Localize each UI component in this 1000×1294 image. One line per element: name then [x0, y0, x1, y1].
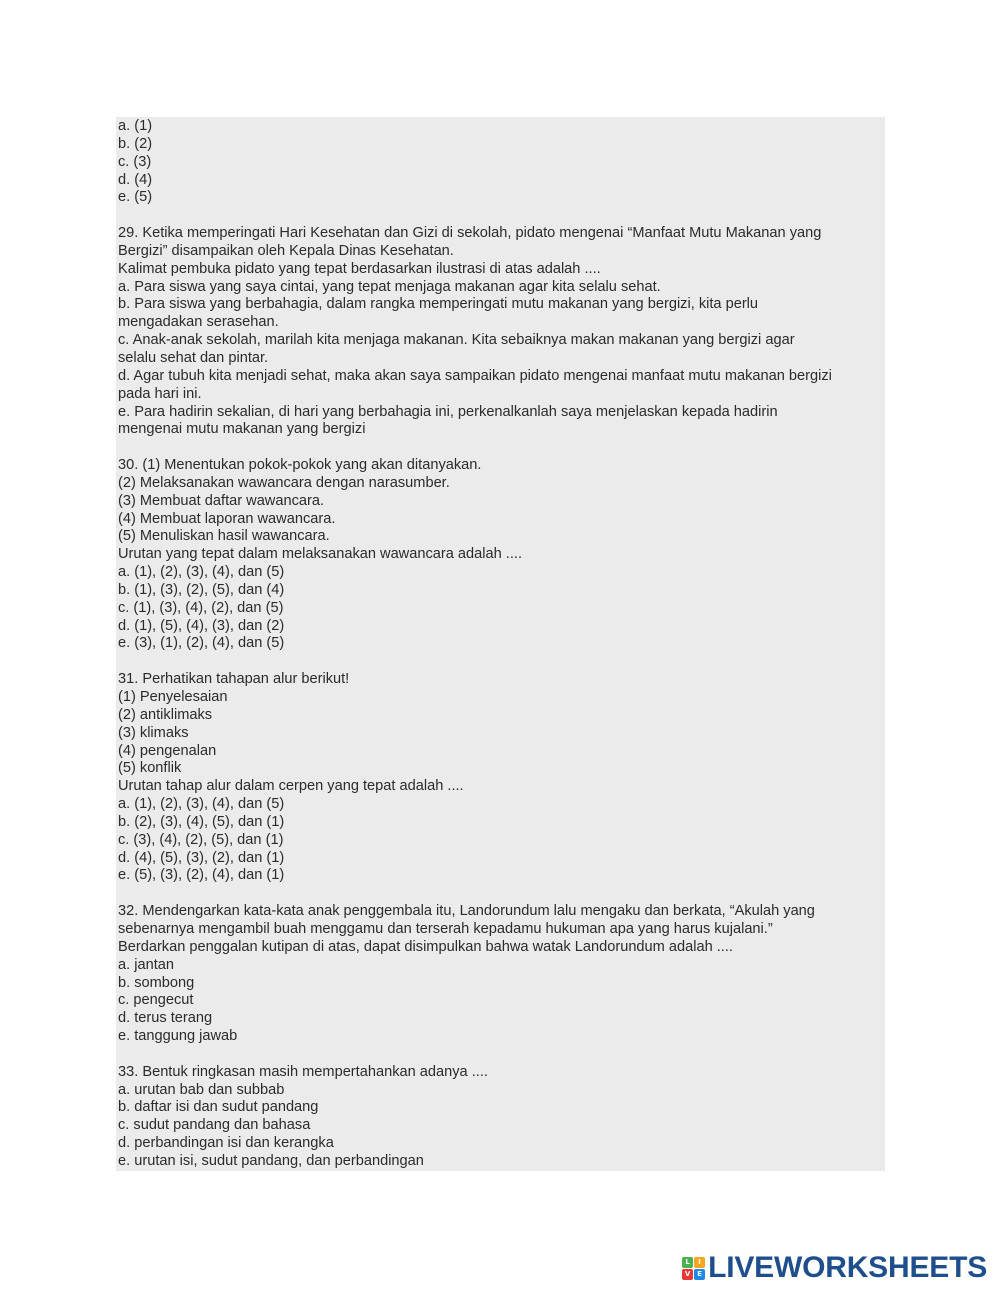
logo-tile: V	[682, 1269, 693, 1280]
option-line: b. daftar isi dan sudut pandang	[118, 1099, 319, 1116]
logo-tile: I	[694, 1257, 705, 1268]
logo-tile: E	[694, 1269, 705, 1280]
option-line: b. (1), (3), (2), (5), dan (4)	[118, 581, 285, 598]
option-line: d. terus terang	[118, 1010, 213, 1027]
question-stem-line: (5) konflik	[118, 760, 182, 777]
option-line: mengadakan serasehan.	[118, 314, 279, 331]
option-line: c. sudut pandang dan bahasa	[118, 1117, 311, 1134]
option-line: c. pengecut	[118, 992, 194, 1009]
question-stem-line: (4) pengenalan	[118, 742, 217, 759]
option-line: a. Para siswa yang saya cintai, yang tepat menjaga makanan agar kita selalu sehat.	[118, 278, 661, 295]
question-stem-line: Kalimat pembuka pidato yang tepat berdasarkan ilustrasi di atas adalah ....	[118, 260, 601, 277]
option-line: b. (2)	[118, 135, 153, 152]
worksheet-content	[116, 117, 885, 1171]
question-stem-line: (2) antiklimaks	[118, 706, 213, 723]
option-line: b. (2), (3), (4), (5), dan (1)	[118, 813, 285, 830]
option-line: e. (3), (1), (2), (4), dan (5)	[118, 635, 285, 652]
question-stem-line: 32. Mendengarkan kata-kata anak penggembala itu, Landorundum lalu mengaku dan berkata, “Akulah yang	[118, 903, 815, 920]
option-line: mengenai mutu makanan yang bergizi	[118, 421, 366, 438]
spacer	[118, 653, 885, 671]
option-line: d. (4), (5), (3), (2), dan (1)	[118, 849, 285, 866]
question-stem-line: (2) Melaksanakan wawancara dengan narasumber.	[118, 474, 450, 491]
question-stem-line: (3) klimaks	[118, 724, 189, 741]
brand-name: LIVEWORKSHEETS	[708, 1251, 987, 1284]
option-line: c. (1), (3), (4), (2), dan (5)	[118, 599, 284, 616]
option-line: c. Anak-anak sekolah, marilah kita menjaga makanan. Kita sebaiknya makan makanan yang bergizi agar	[118, 332, 795, 349]
question-stem-line: 33. Bentuk ringkasan masih mempertahankan adanya ....	[118, 1063, 488, 1080]
question-stem-line: (3) Membuat daftar wawancara.	[118, 492, 325, 509]
question-stem-line: Berdarkan penggalan kutipan di atas, dapat disimpulkan bahwa watak Landorundum adalah ....	[118, 938, 733, 955]
option-line: e. (5)	[118, 189, 153, 206]
option-line: e. urutan isi, sudut pandang, dan perbandingan	[118, 1152, 424, 1169]
option-line: e. Para hadirin sekalian, di hari yang berbahagia ini, perkenalkanlah saya menjelaskan kepada hadirin	[118, 403, 778, 420]
question-stem-line: 29. Ketika memperingati Hari Kesehatan dan Gizi di sekolah, pidato mengenai “Manfaat Mutu Makanan yang	[118, 225, 822, 242]
option-line: a. (1)	[118, 118, 153, 134]
question-stem-line: (4) Membuat laporan wawancara.	[118, 510, 336, 527]
question-stem-line: 30. (1) Menentukan pokok-pokok yang akan ditanyakan.	[118, 457, 482, 474]
option-line: e. tanggung jawab	[118, 1028, 238, 1045]
option-line: e. (5), (3), (2), (4), dan (1)	[118, 867, 285, 884]
liveworksheets-logo-icon	[682, 1257, 705, 1280]
option-line: selalu sehat dan pintar.	[118, 349, 269, 366]
logo-tile: L	[682, 1257, 693, 1268]
spacer	[118, 207, 885, 225]
option-line: d. perbandingan isi dan kerangka	[118, 1135, 334, 1152]
option-line: b. Para siswa yang berbahagia, dalam rangka memperingati mutu makanan yang bergizi, kita perlu	[118, 296, 759, 313]
option-line: a. (1), (2), (3), (4), dan (5)	[118, 796, 285, 813]
option-line: a. jantan	[118, 956, 174, 973]
question-31	[118, 671, 885, 885]
liveworksheets-brand	[682, 1251, 987, 1285]
question-30	[118, 457, 885, 653]
question-stem-line: (5) Menuliskan hasil wawancara.	[118, 528, 330, 545]
spacer	[118, 885, 885, 903]
question-stem-line: Bergizi” disampaikan oleh Kepala Dinas Kesehatan.	[118, 242, 454, 259]
question-stem-line: sebenarnya mengambil buah menggamu dan terserah kepadamu hukuman apa yang harus kujalani.”	[118, 920, 773, 937]
option-line: a. urutan bab dan subbab	[118, 1081, 285, 1098]
option-line: d. (1), (5), (4), (3), dan (2)	[118, 617, 285, 634]
question-stem-line: Urutan tahap alur dalam cerpen yang tepat adalah ....	[118, 778, 464, 795]
option-line: c. (3), (4), (2), (5), dan (1)	[118, 831, 284, 848]
question-stem-line: 31. Perhatikan tahapan alur berikut!	[118, 671, 350, 688]
option-line: pada hari ini.	[118, 385, 202, 402]
question-stem-line: (1) Penyelesaian	[118, 689, 228, 705]
option-line: b. sombong	[118, 974, 195, 991]
spacer	[118, 439, 885, 457]
spacer	[118, 1046, 885, 1064]
question-28-options	[118, 118, 885, 207]
option-line: c. (3)	[118, 153, 152, 170]
question-stem-line: Urutan yang tepat dalam melaksanakan wawancara adalah ....	[118, 546, 523, 563]
question-29	[118, 225, 885, 439]
question-33	[118, 1064, 885, 1171]
question-32	[118, 903, 885, 1046]
option-line: d. (4)	[118, 171, 153, 188]
option-line: a. (1), (2), (3), (4), dan (5)	[118, 564, 285, 581]
option-line: d. Agar tubuh kita menjadi sehat, maka akan saya sampaikan pidato mengenai manfaat mutu makanan bergizi	[118, 367, 832, 384]
